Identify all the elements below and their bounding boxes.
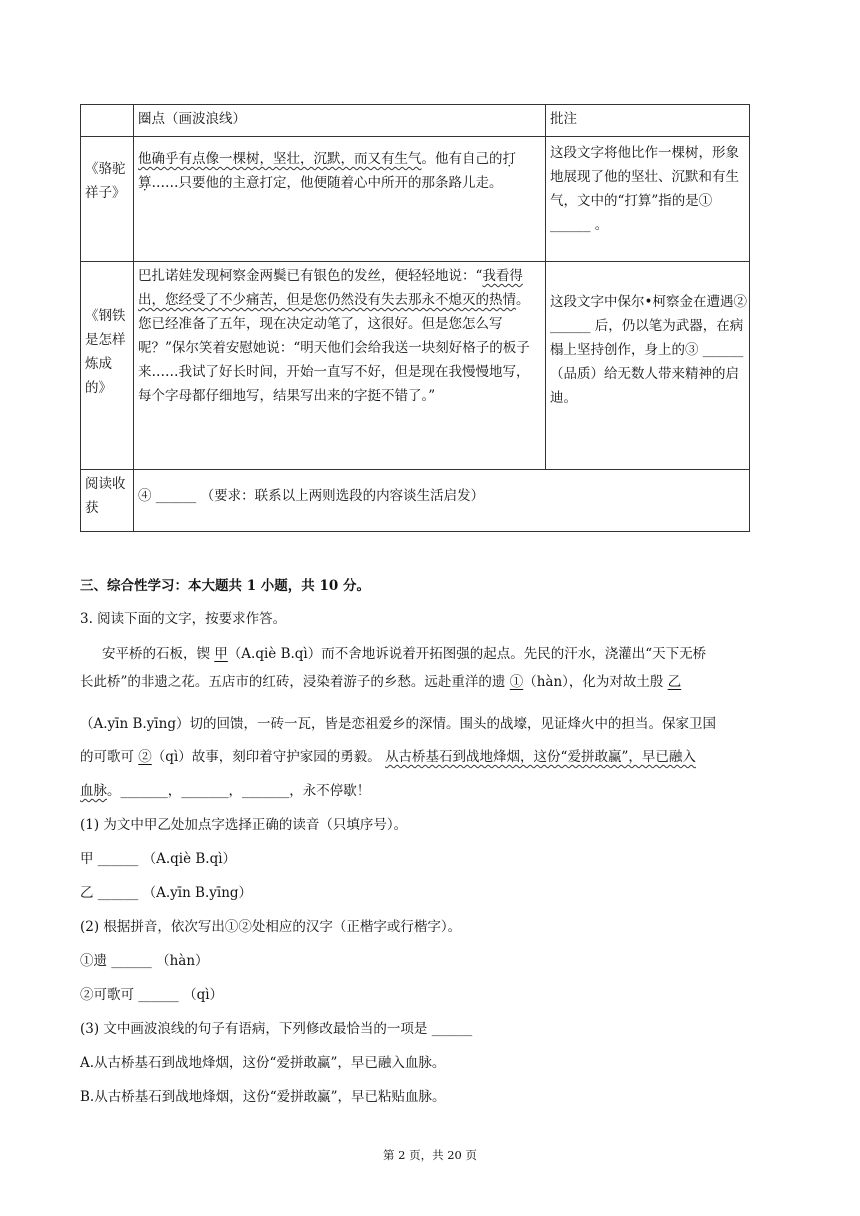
wavy-text: 我看得出，您经受了不少痛苦，但是您仍然没有失去那永不熄灭的热情 (138, 268, 523, 308)
answer-qi: ②可歌可 ______ （qì） (80, 987, 224, 1003)
passage-line-2 (80, 670, 780, 690)
text-span: （qì）故事，刻印着守护家园的勇毅。 (151, 749, 386, 765)
passage-line-5 (80, 779, 780, 799)
marker-yi: 乙 (667, 674, 682, 690)
wavy-sentence: 从古桥基石到战地烽烟，这份“爱拼敢赢”，早已融入 (385, 749, 696, 765)
table-row-gain (81, 470, 750, 532)
header-empty-cell (81, 105, 134, 137)
row-title-camel: 《骆驼祥子》 (81, 137, 134, 262)
sub-question-3: (3) 文中画波浪线的句子有语病，下列修改最恰当的一项是 ______ (80, 1021, 473, 1037)
table-header-row (81, 105, 750, 137)
text-span: （hàn），化为对故土殷 (523, 674, 668, 690)
page-footer: 第 2 页，共 20 页 (382, 1148, 478, 1162)
option-b: B.从古桥基石到战地烽烟，这份“爱拼敢赢”，早已粘贴血脉。 (80, 1089, 446, 1105)
row-text-steel (134, 262, 546, 470)
section-title: 三、综合性学习：本大题共 1 小题，共 10 分。 (80, 578, 370, 594)
row-note-camel: 这段文字将他比作一棵树，形象地展现了他的坚壮、沉默和有生气，文中的“打算”指的是① ______ 。 (546, 137, 750, 262)
sub-question-2: (2) 根据拼音，依次写出①②处相应的汉字（正楷字或行楷字）。 (80, 919, 462, 935)
text-span: 长此桥”的非遗之花。五店市的红砖，浸染着游子的乡愁。远赴重洋的遗 (80, 674, 510, 690)
text-span: 的可歌可 (80, 749, 139, 765)
text-span: 。他有自己的 (421, 151, 503, 167)
marker-1: ① (509, 674, 524, 690)
question-prompt: 3. 阅读下面的文字，按要求作答。 (80, 611, 287, 627)
marker-2: ② (138, 749, 152, 765)
header-note: 批注 (546, 105, 750, 137)
text-span: 。_______，_______，_______，永不停歇！ (107, 783, 371, 799)
text-span: 巴扎诺娃发现柯察金两鬓已有银色的发丝，便轻轻地说：“ (138, 268, 483, 284)
row-text-camel (134, 137, 546, 262)
wavy-text: 他确乎有点像一棵树，坚壮，沉默，而又有生气 (138, 151, 422, 167)
answer-yi: 乙 ______ （A.yīn B.yīng） (80, 885, 253, 901)
marker-jia: 甲 (214, 646, 228, 662)
table-row-steel (81, 262, 750, 470)
header-annotate: 圈点（画波浪线） (134, 105, 546, 137)
passage-line-4 (80, 745, 780, 765)
row-text-gain: ④ ______ （要求：联系以上两则选段的内容谈生活启发） (134, 470, 750, 532)
passage-line-3: （A.yīn B.yīng）切的回馈，一砖一瓦，皆是恋祖爱乡的深情。围头的战壕，见证烽火中的担当。保家卫国 (80, 716, 716, 732)
row-note-steel: 这段文字中保尔•柯察金在遭遇② ______ 后，仍以笔为武器，在病榻上坚持创作，身上的③ ______ （品质）给无数人带来精神的启迪。 (546, 262, 750, 470)
row-title-gain: 阅读收获 (81, 470, 134, 532)
table-row-camel (81, 137, 750, 262)
sub-question-1: (1) 为文中甲乙处加点字选择正确的读音（只填序号）。 (80, 817, 408, 833)
answer-jia: 甲 ______ （A.qiè B.qì） (80, 851, 237, 867)
wavy-sentence-end: 血脉 (80, 783, 107, 799)
text-span: （A.qiè B.qì）而不舍地诉说着开拓图强的起点。先民的汗水，浇灌出“天下无桥 (227, 646, 707, 662)
option-a: A.从古桥基石到战地烽烟，这份“爱拼敢赢”，早已融入血脉。 (80, 1055, 446, 1071)
text-span: 安平桥的石板，锲 (102, 646, 215, 662)
passage-line-1 (102, 642, 802, 662)
reading-table (80, 104, 750, 532)
text-span: 。您已经准备了五年，现在决定动笔了，这很好。但是您怎么写呢？”保尔笑着安慰她说：“明天他们会给我送一块刻好格子的板子来……我试了好长时间，开始一直写不好，但是现在我慢慢地写，每个字母都仔细地写，结果写出来的字挺不错了。” (138, 292, 530, 404)
dotted-char: 打 (502, 151, 516, 167)
text-span: ……只要他的主意打定，他便随着心中所开的那条路儿走。 (151, 175, 503, 191)
row-title-steel: 《钢铁是怎样炼成的》 (81, 262, 134, 470)
answer-han: ①遗 ______ （hàn） (80, 953, 209, 969)
dotted-char: 算 (138, 175, 152, 191)
